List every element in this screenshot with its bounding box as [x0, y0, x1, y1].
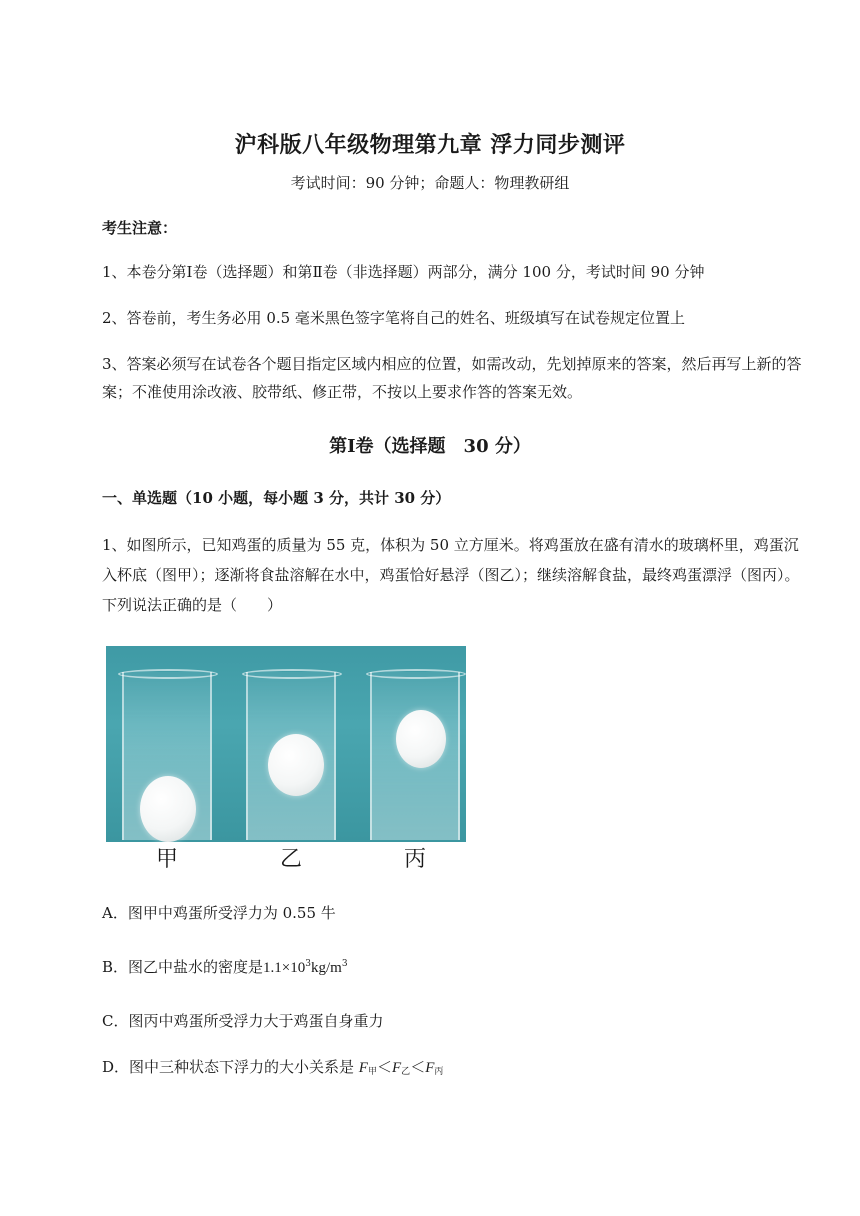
option-a: A．图甲中鸡蛋所受浮力为 0.55 牛	[102, 904, 336, 922]
option-d-lt-2: ＜	[410, 1058, 426, 1076]
option-c: C．图丙中鸡蛋所受浮力大于鸡蛋自身重力	[102, 1012, 384, 1030]
option-d	[102, 1056, 443, 1077]
option-d-f3: F	[425, 1060, 435, 1076]
egg-suspended	[268, 734, 324, 796]
egg-buoyancy-photo	[106, 646, 466, 842]
figure-label-bing: 丙	[404, 847, 427, 872]
option-d-lt-1: ＜	[376, 1058, 392, 1076]
beaker-yi	[246, 672, 336, 840]
option-d-text: D．图中三种状态下浮力的大小关系是	[102, 1058, 359, 1076]
option-d-f1: F	[358, 1060, 368, 1076]
notice-item-1: 1、本卷分第Ⅰ卷（选择题）和第Ⅱ卷（非选择题）两部分，满分 100 分，考试时间 90 分钟	[102, 263, 705, 281]
beaker-bing	[370, 672, 460, 840]
notice-item-3: 3、答案必须写在试卷各个题目指定区域内相应的位置，如需改动，先划掉原来的答案，然后再写上新的答案；不准使用涂改液、胶带纸、修正带，不按以上要求作答的答案无效。	[102, 355, 802, 401]
option-d-f2: F	[392, 1060, 402, 1076]
option-b	[102, 956, 348, 977]
figure-labels	[106, 842, 466, 872]
notice-heading: 考生注意：	[102, 219, 178, 237]
egg-sunk	[140, 776, 196, 842]
option-b-text: B．图乙中盐水的密度是	[102, 958, 264, 976]
figure-label-yi: 乙	[280, 847, 303, 872]
part-title: 一、单选题（10 小题，每小题 3 分，共计 30 分）	[102, 489, 451, 507]
egg-floating	[396, 710, 446, 768]
option-b-value: 1.1×10	[263, 960, 306, 976]
option-b-unit-exponent: 3	[341, 959, 348, 969]
option-d-sub-jia: 甲	[367, 1067, 377, 1077]
section-title: 第Ⅰ卷（选择题 30 分）	[329, 436, 531, 457]
exam-subtitle: 考试时间：90 分钟；命题人：物理教研组	[290, 174, 570, 192]
figure-label-jia: 甲	[156, 847, 179, 872]
notice-item-2: 2、答卷前，考生务必用 0.5 毫米黑色签字笔将自己的姓名、班级填写在试卷规定位置上	[102, 309, 685, 327]
option-b-exponent: 3	[305, 959, 311, 969]
question-1-stem: 1、如图所示，已知鸡蛋的质量为 55 克，体积为 50 立方厘米。将鸡蛋放在盛有清水的玻璃杯里，鸡蛋沉入杯底（图甲）；逐渐将食盐溶解在水中，鸡蛋恰好悬浮（图乙）；继续溶解食盐，最终鸡蛋漂浮（图丙）。下列说法正确的是（ ）	[102, 536, 800, 614]
option-d-sub-yi: 乙	[401, 1067, 411, 1077]
beaker-jia	[122, 672, 212, 840]
option-b-unit: kg/m	[310, 960, 342, 976]
option-d-sub-bing: 丙	[434, 1067, 444, 1077]
exam-title: 沪科版八年级物理第九章 浮力同步测评	[234, 132, 626, 158]
